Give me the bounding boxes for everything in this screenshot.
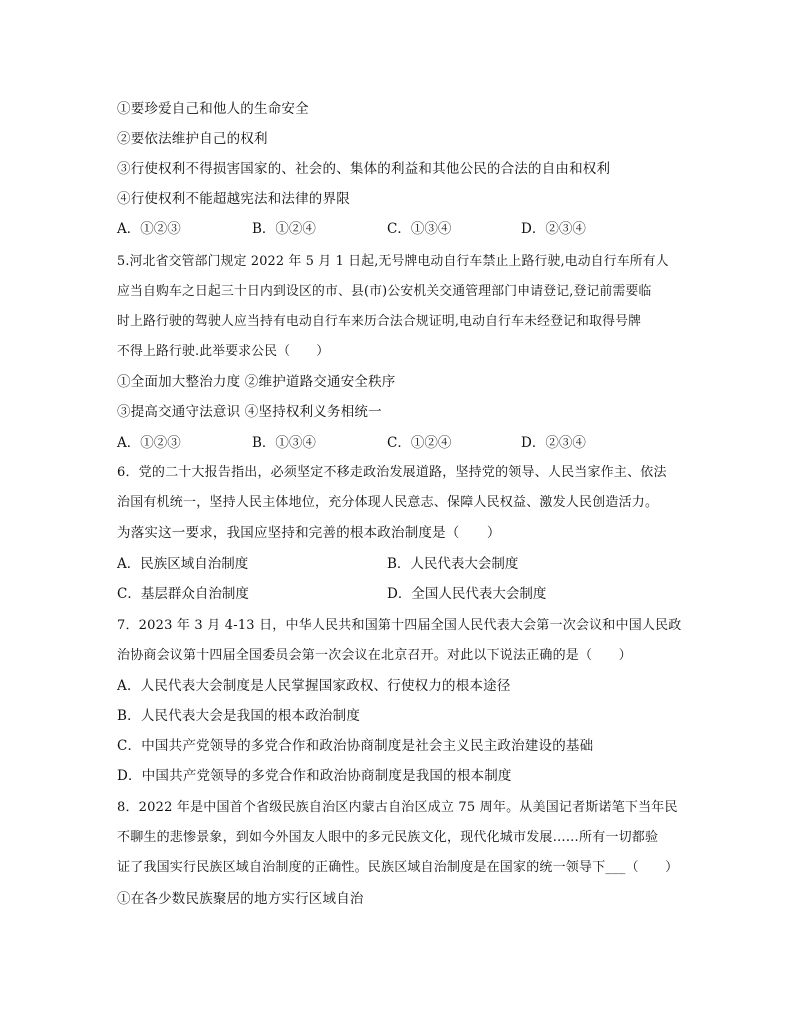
- q5-stem-line-3: 时上路行驶的驾驶人应当持有电动自行车来历合法合规证明,电动自行车未经登记和取得号牌: [117, 314, 642, 329]
- q4-item-4: ④行使权利不能超越宪法和法律的界限: [117, 191, 350, 207]
- q6-option-d: D．全国人民代表大会制度: [387, 586, 547, 602]
- q8-stem-line-1: 8．2022 年是中国首个省级民族自治区内蒙古自治区成立 75 周年。从美国记者斯诺笔下当年民: [117, 800, 678, 815]
- q7-stem-line-2: 治协商会议第十四届全国委员会第一次会议在北京召开。对此以下说法正确的是（ ）: [117, 648, 632, 663]
- q8-stem-line-3: 证了我国实行民族区域自治制度的正确性。民族区域自治制度是在国家的统一领导下___（ ）: [117, 860, 679, 875]
- q7-option-c: C．中国共产党领导的多党合作和政治协商制度是社会主义民主政治建设的基础: [117, 738, 594, 754]
- q5-option-c: C．①②④: [387, 435, 452, 451]
- q6-option-a: A．民族区域自治制度: [117, 556, 249, 572]
- q4-option-b: B．①②④: [252, 221, 316, 237]
- q5-item-line-1: ①全面加大整治力度 ②维护道路交通安全秩序: [117, 374, 396, 390]
- q6-option-b: B．人民代表大会制度: [387, 556, 519, 572]
- q5-stem-line-4: 不得上路行驶.此举要求公民（ ）: [117, 344, 330, 359]
- q4-item-2: ②要依法维护自己的权利: [117, 131, 268, 147]
- q6-stem-line-3: 为落实这一要求，我国应坚持和完善的根本政治制度是（ ）: [117, 525, 501, 541]
- q7-option-a: A．人民代表大会制度是人民掌握国家政权、行使权力的根本途径: [117, 678, 511, 694]
- q6-option-c: C．基层群众自治制度: [117, 586, 249, 602]
- q6-stem-line-2: 治国有机统一，坚持人民主体地位，充分体现人民意志、保障人民权益、激发人民创造活力。: [117, 495, 659, 510]
- q7-option-b: B．人民代表大会是我国的根本政治制度: [117, 708, 361, 724]
- q4-option-d: D．②③④: [521, 221, 586, 237]
- q5-stem-line-2: 应当自购车之日起三十日内到设区的市、县(市)公安机关交通管理部门申请登记,登记前需要临: [117, 284, 652, 299]
- q8-stem-line-2: 不聊生的悲惨景象，到如今外国友人眼中的多元民族文化，现代化城市发展……所有一切都验: [117, 830, 659, 845]
- q7-option-d: D．中国共产党领导的多党合作和政治协商制度是我国的根本制度: [117, 768, 512, 784]
- q4-option-a: A．①②③: [117, 221, 181, 237]
- q6-stem-line-1: 6．党的二十大报告指出，必须坚定不移走政治发展道路，坚持党的领导、人民当家作主、依法: [117, 465, 667, 480]
- q5-option-b: B．①③④: [252, 435, 316, 451]
- q7-stem-line-1: 7．2023 年 3 月 4-13 日，中华人民共和国第十四届全国人民代表大会第一次会议和中国人民政: [117, 618, 682, 633]
- q4-item-1: ①要珍爱自己和他人的生命安全: [117, 101, 309, 117]
- q5-option-a: A．①②③: [117, 435, 181, 451]
- q5-option-d: D．②③④: [521, 435, 586, 451]
- q5-item-line-2: ③提高交通守法意识 ④坚持权利义务相统一: [117, 404, 382, 420]
- q4-option-c: C．①③④: [387, 221, 452, 237]
- q8-item-1: ①在各少数民族聚居的地方实行区域自治: [117, 891, 364, 907]
- q4-item-3: ③行使权利不得损害国家的、社会的、集体的利益和其他公民的合法的自由和权利: [117, 161, 611, 177]
- q5-stem-line-1: 5.河北省交管部门规定 2022 年 5 月 1 日起,无号牌电动自行车禁止上路行驶,电动自行车所有人: [117, 254, 669, 269]
